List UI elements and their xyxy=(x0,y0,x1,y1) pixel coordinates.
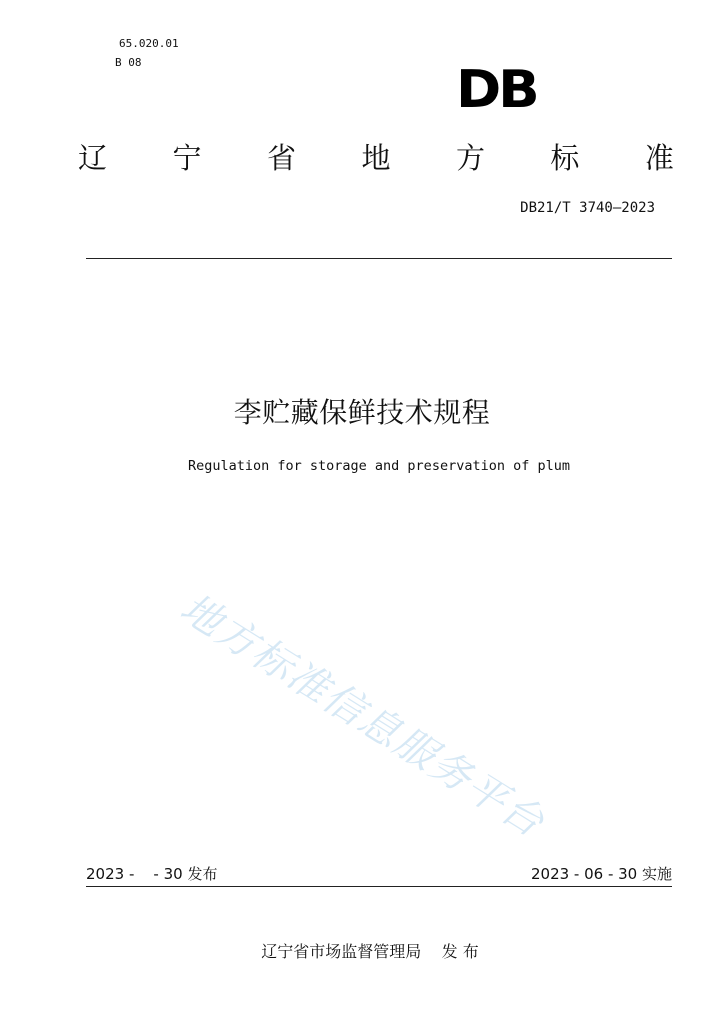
document-title-chinese: 李贮藏保鲜技术规程 xyxy=(233,396,491,429)
category-char: 方 xyxy=(455,141,485,175)
standard-category-title xyxy=(78,138,674,178)
document-title-english: Regulation for storage and preservation of plum xyxy=(187,458,570,474)
watermark: 地方标准信息服务平台 xyxy=(172,585,553,847)
category-char: 省 xyxy=(266,141,296,175)
header-divider xyxy=(86,258,672,259)
category-char: 辽 xyxy=(78,141,108,175)
publish-date: 2023 - - 30 发布 xyxy=(86,865,218,883)
category-char: 宁 xyxy=(172,141,202,175)
footer-divider xyxy=(86,886,672,887)
category-char: 准 xyxy=(644,141,674,175)
ccs-code: B 08 xyxy=(115,56,142,69)
issuing-authority: 辽宁省市场监督管理局 发 布 xyxy=(261,942,479,961)
db-logo: DB xyxy=(456,60,537,120)
category-char: 地 xyxy=(361,141,391,175)
standard-number: DB21/T 3740—2023 xyxy=(520,200,655,216)
ics-code: 65.020.01 xyxy=(119,37,179,50)
category-char: 标 xyxy=(550,141,580,175)
implement-date: 2023 - 06 - 30 实施 xyxy=(530,865,672,883)
